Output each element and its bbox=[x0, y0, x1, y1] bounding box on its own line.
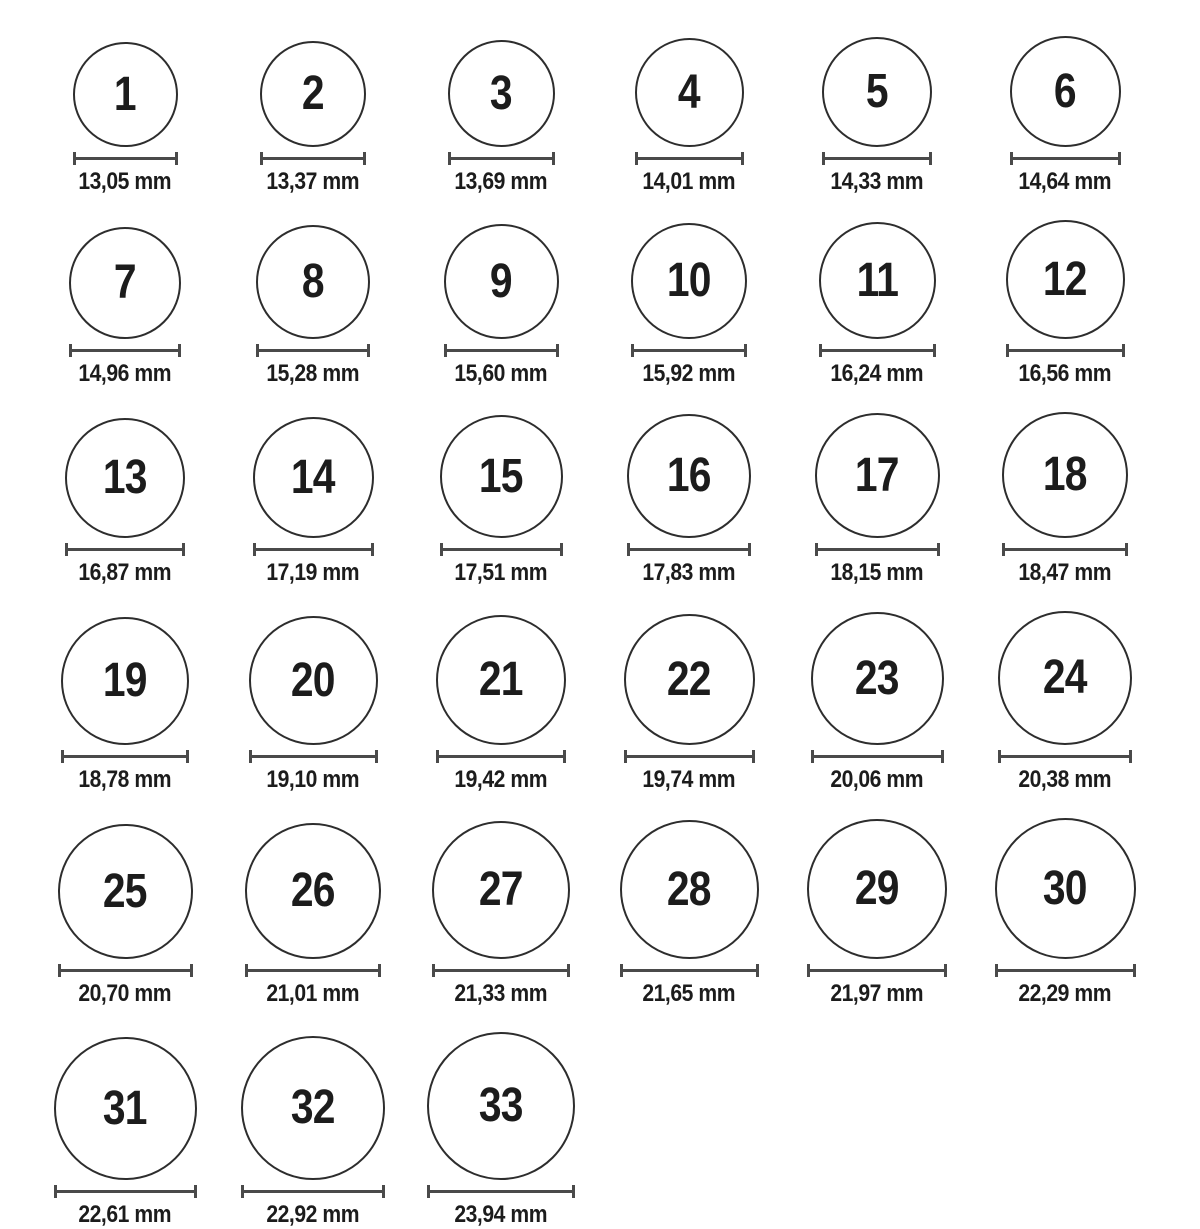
diameter-label: 13,05 mm bbox=[78, 168, 172, 195]
ring-row bbox=[31, 412, 1200, 587]
ring-number: 24 bbox=[1043, 651, 1087, 704]
ring-number: 27 bbox=[479, 863, 523, 916]
ring-number: 12 bbox=[1043, 252, 1087, 306]
diameter-line bbox=[811, 750, 944, 763]
ring-item bbox=[783, 37, 971, 196]
ring-circle bbox=[58, 824, 193, 959]
ring-item bbox=[219, 1036, 407, 1229]
diameter-line bbox=[444, 344, 559, 357]
diameter-label: 21,97 mm bbox=[830, 980, 924, 1007]
diameter-line bbox=[1010, 152, 1121, 165]
diameter-line bbox=[635, 152, 744, 165]
ring-number: 14 bbox=[291, 450, 335, 504]
diameter-line bbox=[807, 964, 947, 977]
ring-number: 7 bbox=[114, 256, 136, 309]
ring-number: 19 bbox=[103, 654, 147, 707]
diameter-label: 21,65 mm bbox=[642, 980, 736, 1007]
ring-number: 2 bbox=[302, 67, 324, 120]
diameter-line bbox=[436, 750, 566, 763]
ring-number: 6 bbox=[1054, 64, 1076, 118]
diameter-line bbox=[620, 964, 759, 977]
ring-item bbox=[783, 819, 971, 1008]
ring-number: 9 bbox=[490, 254, 512, 308]
ring-circle bbox=[811, 612, 944, 745]
ring-item bbox=[595, 820, 783, 1008]
diameter-label: 14,96 mm bbox=[78, 360, 172, 387]
ring-circle bbox=[1010, 36, 1121, 147]
diameter-line bbox=[995, 964, 1136, 977]
ring-circle bbox=[631, 223, 747, 339]
diameter-line bbox=[54, 1185, 197, 1198]
ring-circle bbox=[73, 42, 178, 147]
diameter-label: 22,92 mm bbox=[266, 1201, 360, 1228]
diameter-label: 14,33 mm bbox=[830, 168, 924, 195]
diameter-label: 19,42 mm bbox=[454, 766, 548, 793]
ring-number: 29 bbox=[855, 862, 899, 915]
ring-circle bbox=[436, 615, 566, 745]
ring-circle bbox=[432, 821, 570, 959]
ring-item bbox=[31, 42, 219, 196]
diameter-line bbox=[627, 543, 751, 556]
diameter-line bbox=[440, 543, 563, 556]
ring-row bbox=[31, 220, 1200, 388]
ring-circle bbox=[54, 1037, 197, 1180]
diameter-line bbox=[448, 152, 555, 165]
ring-number: 17 bbox=[855, 448, 899, 502]
ring-item bbox=[971, 220, 1159, 388]
diameter-label: 20,70 mm bbox=[78, 980, 172, 1007]
ring-number: 10 bbox=[667, 254, 711, 307]
ring-item bbox=[407, 821, 595, 1008]
ring-item bbox=[219, 41, 407, 196]
ring-number: 16 bbox=[667, 449, 711, 502]
ring-item bbox=[31, 227, 219, 388]
ring-circle bbox=[1006, 220, 1125, 339]
ring-item bbox=[783, 413, 971, 587]
diameter-label: 16,56 mm bbox=[1018, 360, 1112, 387]
ring-number: 8 bbox=[302, 255, 324, 308]
ring-circle bbox=[819, 222, 936, 339]
diameter-line bbox=[1006, 344, 1125, 357]
diameter-label: 15,60 mm bbox=[454, 360, 548, 387]
ring-item bbox=[407, 1032, 595, 1229]
ring-row bbox=[31, 1032, 1200, 1229]
ring-circle bbox=[624, 614, 755, 745]
ring-number: 21 bbox=[479, 653, 523, 706]
ring-circle bbox=[444, 224, 559, 339]
ring-item bbox=[971, 36, 1159, 196]
ring-circle bbox=[635, 38, 744, 147]
diameter-line bbox=[249, 750, 378, 763]
ring-circle bbox=[260, 41, 366, 147]
diameter-line bbox=[253, 543, 374, 556]
diameter-label: 17,51 mm bbox=[454, 559, 548, 586]
diameter-line bbox=[998, 750, 1132, 763]
diameter-label: 14,01 mm bbox=[642, 168, 736, 195]
ring-circle bbox=[249, 616, 378, 745]
diameter-line bbox=[631, 344, 747, 357]
ring-number: 4 bbox=[678, 65, 700, 119]
ring-number: 31 bbox=[103, 1081, 147, 1135]
diameter-label: 16,87 mm bbox=[78, 559, 172, 586]
ring-number: 3 bbox=[490, 66, 512, 120]
ring-number: 15 bbox=[479, 449, 523, 503]
ring-item bbox=[595, 614, 783, 794]
ring-item bbox=[31, 418, 219, 587]
ring-item bbox=[595, 223, 783, 388]
ring-grid bbox=[31, 36, 1200, 1229]
diameter-label: 17,19 mm bbox=[266, 559, 360, 586]
diameter-label: 21,01 mm bbox=[266, 980, 360, 1007]
diameter-line bbox=[69, 344, 181, 357]
diameter-line bbox=[241, 1185, 385, 1198]
diameter-line bbox=[58, 964, 193, 977]
ring-circle bbox=[256, 225, 370, 339]
diameter-line bbox=[73, 152, 178, 165]
diameter-label: 18,15 mm bbox=[830, 559, 924, 586]
ring-number: 11 bbox=[856, 253, 898, 307]
diameter-line bbox=[65, 543, 185, 556]
ring-number: 18 bbox=[1043, 448, 1087, 501]
ring-circle bbox=[65, 418, 185, 538]
ring-number: 33 bbox=[479, 1079, 523, 1132]
ring-circle bbox=[427, 1032, 575, 1180]
ring-circle bbox=[807, 819, 947, 959]
diameter-label: 19,74 mm bbox=[642, 766, 736, 793]
diameter-label: 13,69 mm bbox=[454, 168, 548, 195]
ring-number: 32 bbox=[291, 1081, 335, 1134]
ring-item bbox=[783, 612, 971, 794]
ring-number: 22 bbox=[667, 652, 711, 706]
diameter-label: 23,94 mm bbox=[454, 1201, 548, 1228]
ring-circle bbox=[253, 417, 374, 538]
ring-number: 30 bbox=[1043, 861, 1087, 915]
diameter-label: 18,47 mm bbox=[1018, 559, 1112, 586]
diameter-label: 21,33 mm bbox=[454, 980, 548, 1007]
ring-item bbox=[783, 222, 971, 388]
ring-item bbox=[407, 415, 595, 587]
ring-item bbox=[219, 417, 407, 587]
ring-number: 20 bbox=[291, 653, 335, 707]
ring-circle bbox=[995, 818, 1136, 959]
ring-number: 25 bbox=[103, 864, 147, 918]
ring-number: 13 bbox=[103, 451, 147, 504]
diameter-label: 22,29 mm bbox=[1018, 980, 1112, 1007]
diameter-line bbox=[819, 344, 936, 357]
ring-item bbox=[31, 824, 219, 1008]
diameter-label: 15,92 mm bbox=[642, 360, 736, 387]
ring-row bbox=[31, 611, 1200, 794]
ring-item bbox=[407, 224, 595, 388]
ring-circle bbox=[440, 415, 563, 538]
diameter-label: 19,10 mm bbox=[266, 766, 360, 793]
ring-item bbox=[219, 823, 407, 1008]
ring-item bbox=[971, 412, 1159, 587]
ring-number: 26 bbox=[291, 864, 335, 917]
diameter-line bbox=[245, 964, 381, 977]
ring-item bbox=[971, 818, 1159, 1008]
ring-circle bbox=[61, 617, 189, 745]
diameter-line bbox=[1002, 543, 1128, 556]
ring-circle bbox=[448, 40, 555, 147]
ring-item bbox=[219, 616, 407, 794]
ring-item bbox=[31, 617, 219, 794]
diameter-label: 20,38 mm bbox=[1018, 766, 1112, 793]
ring-item bbox=[595, 38, 783, 196]
diameter-line bbox=[624, 750, 755, 763]
ring-row bbox=[31, 36, 1200, 196]
diameter-label: 13,37 mm bbox=[266, 168, 360, 195]
diameter-line bbox=[815, 543, 940, 556]
ring-number: 5 bbox=[866, 65, 888, 118]
ring-item bbox=[407, 40, 595, 196]
ring-item bbox=[971, 611, 1159, 794]
ring-number: 23 bbox=[855, 651, 899, 705]
diameter-line bbox=[432, 964, 570, 977]
ring-circle bbox=[69, 227, 181, 339]
diameter-label: 22,61 mm bbox=[78, 1201, 172, 1228]
ring-item bbox=[407, 615, 595, 794]
ring-circle bbox=[245, 823, 381, 959]
diameter-label: 16,24 mm bbox=[830, 360, 924, 387]
diameter-line bbox=[260, 152, 366, 165]
diameter-label: 18,78 mm bbox=[78, 766, 172, 793]
ring-circle bbox=[998, 611, 1132, 745]
ring-item bbox=[219, 225, 407, 388]
diameter-label: 14,64 mm bbox=[1018, 168, 1112, 195]
diameter-line bbox=[61, 750, 189, 763]
ring-item bbox=[595, 414, 783, 587]
ring-number: 1 bbox=[114, 67, 136, 121]
diameter-label: 15,28 mm bbox=[266, 360, 360, 387]
ring-circle bbox=[627, 414, 751, 538]
ring-number: 28 bbox=[667, 862, 711, 916]
ring-item bbox=[31, 1037, 219, 1229]
diameter-line bbox=[822, 152, 932, 165]
ring-circle bbox=[620, 820, 759, 959]
ring-circle bbox=[815, 413, 940, 538]
diameter-label: 20,06 mm bbox=[830, 766, 924, 793]
ring-circle bbox=[822, 37, 932, 147]
ring-circle bbox=[241, 1036, 385, 1180]
ring-circle bbox=[1002, 412, 1128, 538]
diameter-line bbox=[427, 1185, 575, 1198]
diameter-label: 17,83 mm bbox=[642, 559, 736, 586]
diameter-line bbox=[256, 344, 370, 357]
ring-row bbox=[31, 818, 1200, 1008]
